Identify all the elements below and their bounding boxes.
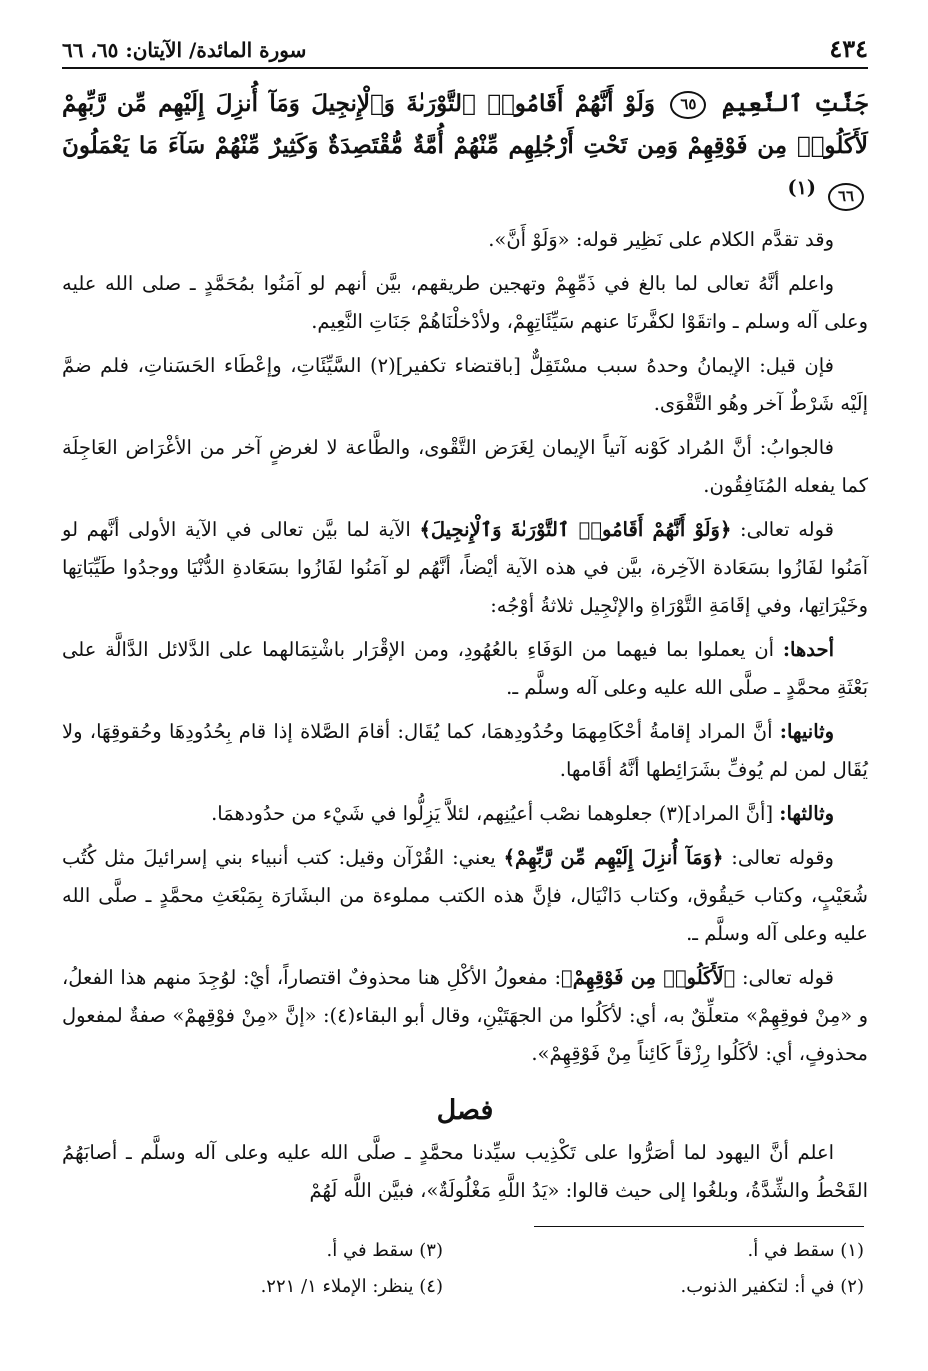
quran-quote: ﴿وَمَآ أُنزِلَ إِلَيْهِم مِّن رَّبِّهِمْ﴾ [503, 845, 724, 869]
paragraph-text: أن يعملوا بما فيهما من الوَفَاءِ بالعُهُودِ، ومن الإقْرَار باشْتِمَالهما على الدَّلائل الدَّالَّة على بَعْثَةِ محمَّدٍ ـ صلَّى الله عليه وعلى آله وسلَّم ـ. [62, 637, 868, 699]
verse-text-part-2: وَلَوْ أَنَّهُمْ أَقَامُوا۟ ٱلتَّوْرَىٰةَ وَٱلْإِنجِيلَ وَمَآ أُنزِلَ إِلَيْهِم مِّن رَّبِّهِمْ لَأَكَلُوا۟ مِن فَوْقِهِمْ وَمِن تَحْتِ أَرْجُلِهِم مِّنْهُمْ أُمَّةٌ مُّقْتَصِدَةٌ وَكَثِيرٌ مِّنْهُمْ سَآءَ مَا يَعْمَلُونَ [62, 90, 868, 159]
surah-label: سورة المائدة/ الآيتان: ٦٥، ٦٦ [62, 38, 307, 62]
footnote: (١) سقط في أ. [747, 1240, 864, 1261]
paragraph [62, 795, 868, 833]
paragraph-lead: وقوله تعالى: [723, 845, 834, 869]
footnote: (٤) ينظر: الإملاء ١/ ٢٢١. [260, 1276, 443, 1297]
paragraph-text: أنَّ المراد إقامةُ أحْكَامِهمَا وحُدُودِهمَا، كما يُقَال: أقامَ الصَّلاة إذا قام بِحُدُودِهَا وحُقوقِهَا، ولا يُقَال لمن لم يُوفِّ بشَرَائِطها أنَّهُ أقَامها. [62, 719, 868, 781]
quran-quote: ﴿لَأَكَلُوا۟ مِن فَوْقِهِمْ﴾ [561, 965, 736, 989]
page-header [62, 34, 868, 69]
paragraph [62, 511, 868, 625]
section-title: فصل [436, 1094, 494, 1126]
paragraph: اعلم أنَّ اليهود لما أصَرُّوا على تَكْذِيب سيِّدنا محمَّدٍ ـ صلَّى الله عليه وعلى آله وسلَّم ـ أصابَهُمُ القَحْطُ والشِّدَّةُ، وبلغُوا إلى حيث قالوا: «يَدُ اللَّهِ مَغْلُولَةٌ»، فبيَّن اللَّه لَهُمْ [62, 1140, 868, 1202]
point-label: أحدها: [782, 637, 834, 661]
paragraph-text: : مفعولُ الأكْلِ هنا محذوفٌ اقتصاراً، أيْ: لوُجِدَ منهم هذا الفعلُ، و «مِنْ فوقِهِمْ» متعلِّقٌ به، أي: لأكَلُوا من الجهَتَيْنِ، وقال أبو البقاء(٤): «إنَّ «مِنْ فوْقِهمْ» صفةٌ لمفعول محذوفٍ، أي: لأكَلُوا رِزْقاً كَائِناً مِنْ فَوْقِهِمْ». [62, 965, 868, 1065]
footnote-divider [534, 1226, 864, 1227]
paragraph [62, 959, 868, 1073]
footnotes [62, 1238, 864, 1300]
paragraph-lead: قوله تعالى: [735, 965, 834, 989]
paragraph [62, 631, 868, 707]
footnote: (٢) في أ: لتكفير الذنوب. [680, 1276, 864, 1297]
paragraph: فالجوابُ: أنَّ المُراد كَوْنه آتياً الإيمان لِغَرَض التَّقْوى، والطَّاعة لا لغرضٍ آخر من الأغْرَاض العَاجِلَة كما يفعله المُنَافِقُون. [62, 435, 868, 497]
paragraph-text: [أنَّ المراد](٣) جعلوهما نصْب أعيُنِهم، لئلاَّ يَزِلُّوا في شَيْء من حدُودهمَا. [211, 801, 780, 825]
page-body [62, 83, 868, 1210]
footnote: (٣) سقط في أ. [326, 1240, 443, 1261]
verse-text-part-1: جَنَّتِ ٱلنَّعِيمِ [721, 90, 869, 117]
paragraph-lead: قوله تعالى: [731, 517, 834, 541]
quran-quote: ﴿وَلَوْ أَنَّهُمْ أَقَامُوا۟ ٱلتَّوْرَىٰةَ وَٱلْإِنجِيلَ﴾ [419, 517, 732, 541]
ayah-number-badge: ٦٥ [670, 91, 706, 119]
footnote-ref: (١) [787, 176, 816, 199]
ayah-number-badge: ٦٦ [828, 183, 864, 211]
paragraph: واعلم أنَّهُ تعالى لما بالغ في ذَمِّهِمْ وتهجين طريقهم، بيَّن أنهم لو آمَنُوا بمُحَمَّدٍ ـ صلى الله عليه وعلى آله وسلم ـ واتقَوْا لكفَّرنَا عنهم سَيِّئَاتِهِمْ، ولأدْخلْنَاهُمْ جَنَاتِ النَّعِيم. [62, 271, 868, 333]
point-label: وثالثها: [779, 801, 834, 825]
paragraph [62, 839, 868, 953]
paragraph-text: يعني: القُرْآن وقيل: كتب أنبياء بني إسرائيلَ مثل كُتُب شُعَيْبٍ، وكتاب حَيقُوق، وكتاب دَانْيَال، فإنَّ هذه الكتب مملوءة من البشَارَة بِمَبْعَثِ محمَّدٍ ـ صلَّى الله عليه وعلى آله وسلَّم ـ. [62, 845, 868, 945]
paragraph [62, 713, 868, 789]
quran-verse-block [62, 83, 868, 217]
point-label: وثانيها: [779, 719, 834, 743]
paragraph: فإن قيل: الإيمانُ وحدهُ سبب مسْتَقِلٌّ [باقتضاء تكفير](٢) السَّيِّئَاتِ، وإعْطَاء الحَسَناتِ، فلم ضمَّ إلَيْه شَرْطٌ آخر وهُو التَّقْوَى. [62, 353, 868, 415]
paragraph: وقد تقدَّم الكلام على نَظِير قوله: «وَلَوْ أَنَّ». [488, 227, 834, 251]
page-number: ٤٣٤ [829, 34, 868, 63]
paragraph-text: الآية لما بيَّن تعالى في الآية الأولى أنَّهم لو آمَنُوا لفَازُوا بسَعَادة الآخِرة، بيَّن في هذه الآية أيْضاً، أنَّهُم لو آمَنُوا لفَازُوا بسَعَادةِ الدُّنْيَا ووجدُوا طَيِّبَاتِها وخَيْرَاتِها، وفي إقَامَةِ التَّوْرَاةِ والإنْجِيل ثلاثةُ أوْجُه: [62, 517, 868, 617]
